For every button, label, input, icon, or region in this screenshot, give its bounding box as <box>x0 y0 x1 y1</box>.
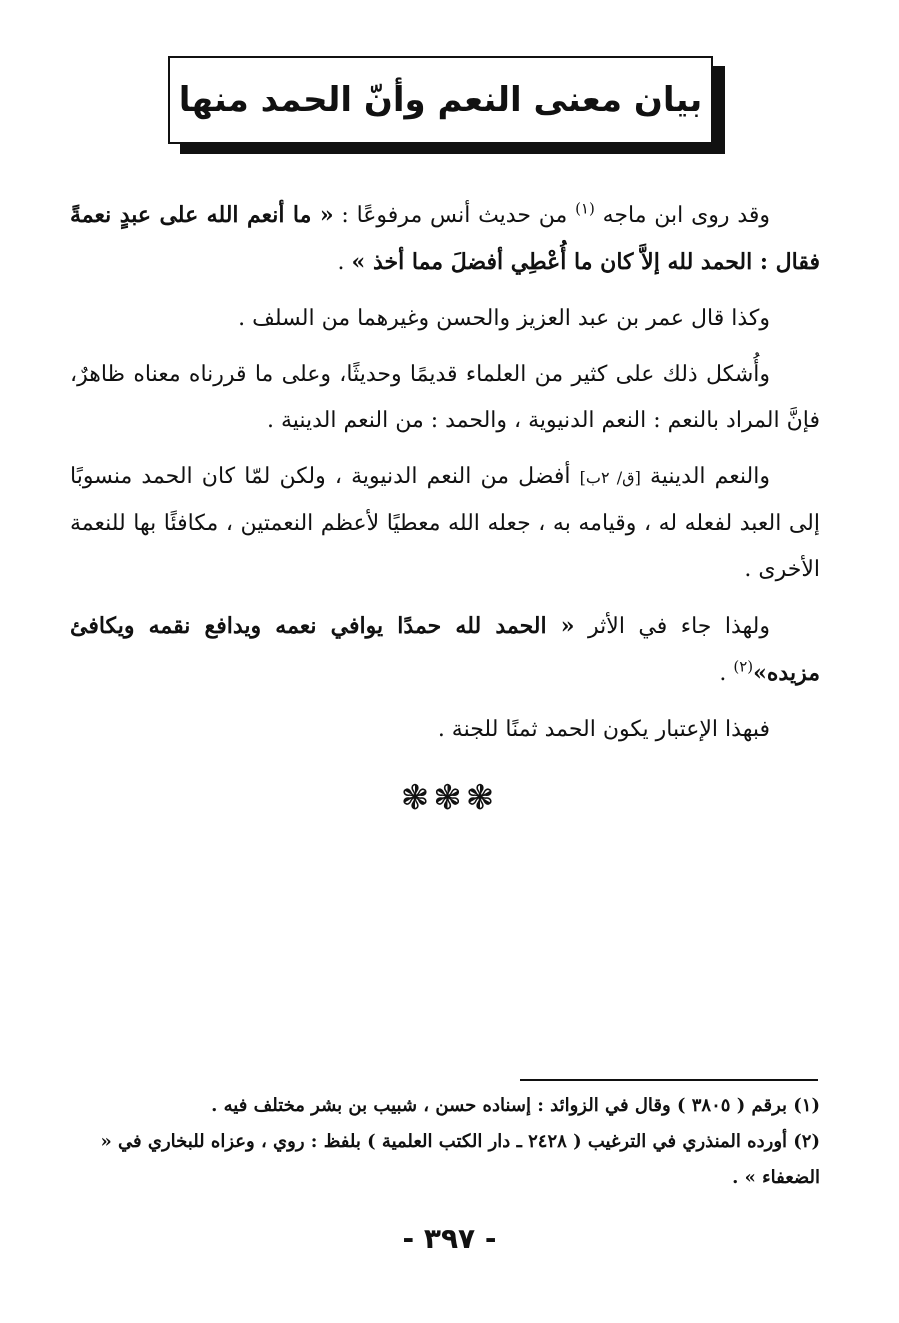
paragraph-2: وكذا قال عمر بن عبد العزيز والحسن وغيرهما من السلف . <box>238 306 770 331</box>
footnote-ref-1: (١) <box>575 199 595 218</box>
paragraph-3: وأُشكل ذلك على كثير من العلماء قديمًا وحديثًا، وعلى ما قررناه معناه ظاهرٌ، فإنَّ المراد بالنعم : النعم الدنيوية ، والحمد : من النعم الدينية . <box>70 362 820 433</box>
hadith-quote: « ما أنعم الله على عبدٍ نعمةً فقال : الحمد لله إلاَّ كان ما أُعْطِي أفضلَ مما أخذ » <box>70 202 820 275</box>
page-title: بيان معنى النعم وأنّ الحمد منها <box>178 80 703 120</box>
footnote-ref-2: (٢) <box>733 657 754 676</box>
paragraph-5 <box>70 603 820 697</box>
paragraph-1-after-ref: من حديث أنس مرفوعًا : <box>333 203 576 228</box>
folio-marker: [ق/ ٢ب] <box>579 468 641 487</box>
paragraph-6: فبهذا الإعتبار يكون الحمد ثمنًا للجنة . <box>437 717 770 742</box>
footnote-divider <box>520 1079 818 1081</box>
footnote-1: (١) برقم ( ٣٨٠٥ ) وقال في الزوائد : إسناده حسن ، شبيب بن بشر مختلف فيه . <box>211 1095 820 1116</box>
paragraph-5-end: . <box>719 661 734 686</box>
paragraph-1-end: . <box>337 250 352 275</box>
athar-quote: « الحمد لله حمدًا يوافي نعمه ويدافع نقمه ويكافئ مزيده» <box>70 613 820 686</box>
paragraph-4-before: والنعم الدينية <box>640 464 770 489</box>
paragraph-4 <box>70 454 820 593</box>
paragraph-4-after: أفضل من النعم الدنيوية ، ولكن لمّا كان الحمد منسوبًا إلى العبد لفعله له ، وقيامه به ، جعله الله معطيًا لأعظم النعمتين ، مكافئًا بها للنعمة الأخرى . <box>70 464 820 582</box>
footnotes <box>80 1088 820 1196</box>
section-separator: ❃❃❃ <box>400 778 499 818</box>
paragraph-5-lead: ولهذا جاء في الأثر <box>574 614 771 639</box>
page-number: - ٣٩٧ - <box>402 1222 497 1255</box>
title-box <box>168 56 713 144</box>
paragraph-1 <box>70 192 820 286</box>
body-text <box>70 192 820 763</box>
paragraph-1-lead: وقد روى ابن ماجه <box>602 203 771 228</box>
footnote-2: (٢) أورده المنذري في الترغيب ( ٢٤٢٨ ـ دار الكتب العلمية ) بلفظ : روي ، وعزاه للبخاري في « الضعفاء » . <box>100 1131 820 1188</box>
